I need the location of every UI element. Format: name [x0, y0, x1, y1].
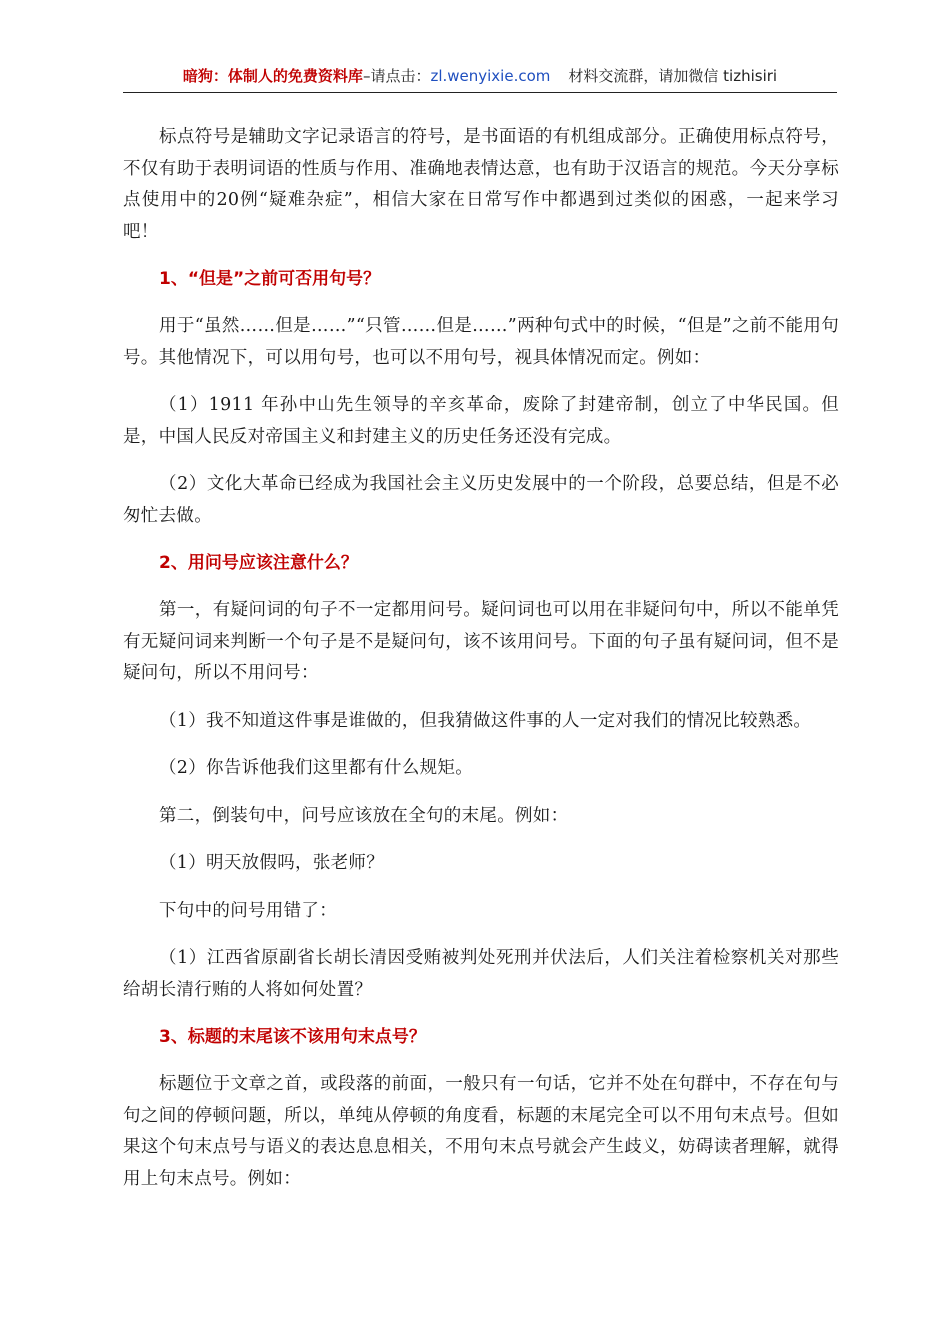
section-1-example-2: （2）文化大革命已经成为我国社会主义历史发展中的一个阶段，总要总结，但是不必匆忙去做。: [123, 474, 839, 526]
section-2-paragraph-2: 第二，倒装句中，问号应该放在全句的末尾。例如：: [159, 805, 569, 826]
section-2-example-2: （2）你告诉他我们这里都有什么规矩。: [159, 758, 474, 778]
section-1-example-1: （1）1911 年孙中山先生领导的辛亥革命，废除了封建帝制，创立了中华民国。但是，中国人民反对帝国主义和封建主义的历史任务还没有完成。: [123, 395, 839, 447]
section-2-heading: 2、用问号应该注意什么？: [159, 553, 358, 573]
section-2-example-3: （1）明天放假吗，张老师？: [159, 853, 385, 873]
section-1-heading: 1、“但是”之前可否用句号？: [159, 269, 381, 289]
section-3-paragraph: 标题位于文章之首，或段落的前面，一般只有一句话，它并不处在句群中，不存在句与句之间的停顿问题，所以，单纯从停顿的角度看，标题的末尾完全可以不用句末点号。但如果这个句末点号与语义的表达息息相关，不用句末点号就会产生歧义，妨碍读者理解，就得用上句末点号。例如：: [123, 1074, 839, 1189]
header-brand: 暗狗：体制人的免费资料库: [182, 67, 363, 85]
section-1-paragraph: 用于“虽然……但是……”“只管……但是……”两种句式中的时候，“但是”之前不能用句号。其他情况下，可以用句号，也可以不用句号，视具体情况而定。例如：: [123, 316, 839, 368]
header-click-label: –请点击：: [362, 67, 431, 85]
header-wechat: 材料交流群，请加微信 tizhisiri: [568, 67, 778, 85]
article-body: [123, 122, 839, 1211]
section-2-example-1: （1）我不知道这件事是谁做的，但我猜做这件事的人一定对我们的情况比较熟悉。: [159, 710, 812, 731]
section-2-example-4: （1）江西省原副省长胡长清因受贿被判处死刑并伏法后，人们关注着检察机关对那些给胡长清行贿的人将如何处置？: [123, 948, 839, 1000]
section-2-paragraph-3: 下句中的问号用错了：: [159, 900, 337, 921]
header-url-link[interactable]: zl.wenyixie.com: [430, 67, 551, 85]
intro-paragraph: 标点符号是辅助文字记录语言的符号，是书面语的有机组成部分。正确使用标点符号，不仅有助于表明词语的性质与作用、准确地表情达意，也有助于汉语言的规范。今天分享标点使用中的20例“疑难杂症”，相信大家在日常写作中都遇到过类似的困惑，一起来学习吧！: [123, 127, 839, 242]
page-header: [123, 64, 837, 93]
section-3-heading: 3、标题的末尾该不该用句末点号？: [159, 1027, 426, 1047]
section-2-paragraph-1: 第一，有疑问词的句子不一定都用问号。疑问词也可以用在非疑问句中，所以不能单凭有无疑问词来判断一个句子是不是疑问句，该不该用问号。下面的句子虽有疑问词，但不是疑问句，所以不用问号：: [123, 600, 839, 683]
